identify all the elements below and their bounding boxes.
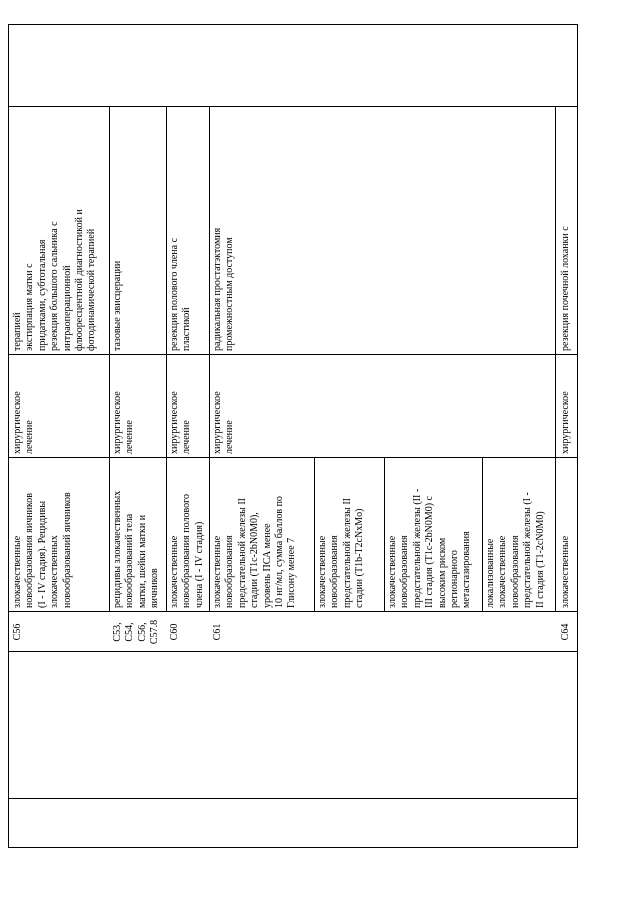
table-cell-methods: резекция полового члена с пластикой [169,237,193,351]
table-cell-code: C64 [560,623,571,641]
table-cell-methods: терапией экстирпация матки с придатками, субтотальная резекция большого сальника с интраоперационной флюоресцентной диагностикой и фотодинамической терапией [12,209,98,351]
table-cell-methods: тазовые эвисцерации [112,260,123,351]
table-cell-treatment: хирургическое лечение [12,391,36,454]
table-cell-methods: радикальная простатэктомия промежностным доступом [212,227,236,351]
table-cell-diagnosis-part: злокачественные новообразования предстательной железы II стадии (T1b-T2cNxMo) [317,497,366,608]
table-cell-diagnosis-part: локализованные злокачественные новообразования предстательной железы (I - II стадия (T1-2cN0M0) [485,492,546,608]
table-cell-code: C60 [169,623,180,641]
table-border-right [8,24,578,25]
row-divider-1 [109,107,110,612]
table-cell-treatment: хирургическое [560,391,571,454]
table-cell-diagnosis: рецидивы злокачественных новообразований тела матки, шейки матки и яичников [112,490,161,608]
row-divider-2 [166,107,167,612]
subrow-divider-1 [314,458,315,612]
table-border-left [8,847,578,848]
table-border-bottom [577,24,578,848]
table-cell-diagnosis: злокачественные [560,535,571,608]
row-divider-3 [209,107,210,612]
table-cell-methods: резекция почечной лоханки с [560,226,571,351]
table-cell-diagnosis-part: злокачественные новообразования предстательной железы II стадии (T1c-2bN0M0), уровень ПСА менее 10 нг/мл, сумма баллов по Глисону менее 7 [212,496,298,608]
table-cell-diagnosis: злокачественные новообразования яичников (I - IV стадия). Рецидивы злокачественных новообразований яичников [12,492,73,608]
table-cell-treatment: хирургическое лечение [112,391,136,454]
col-divider-1 [8,798,578,799]
table-cell-diagnosis-part: злокачественные новообразования предстательной железы (II - III стадия (T1c-2bN0M0) с высоким риском регионарного метастазирования [387,488,473,608]
rotated-table [8,24,578,848]
table-border-top [8,24,9,848]
table-cell-code: C56 [12,623,23,641]
table-cell-diagnosis: злокачественные новообразования полового члена (I - IV стадия) [169,494,205,608]
table-cell-code: C61 [212,623,223,641]
subrow-divider-2 [384,458,385,612]
table-cell-treatment: хирургическое лечение [212,391,236,454]
table-cell-code: C53, C54, C56, C57.8 [112,619,161,645]
subrow-divider-3 [482,458,483,612]
row-divider-4 [555,107,556,612]
table-cell-treatment: хирургическое лечение [169,391,193,454]
